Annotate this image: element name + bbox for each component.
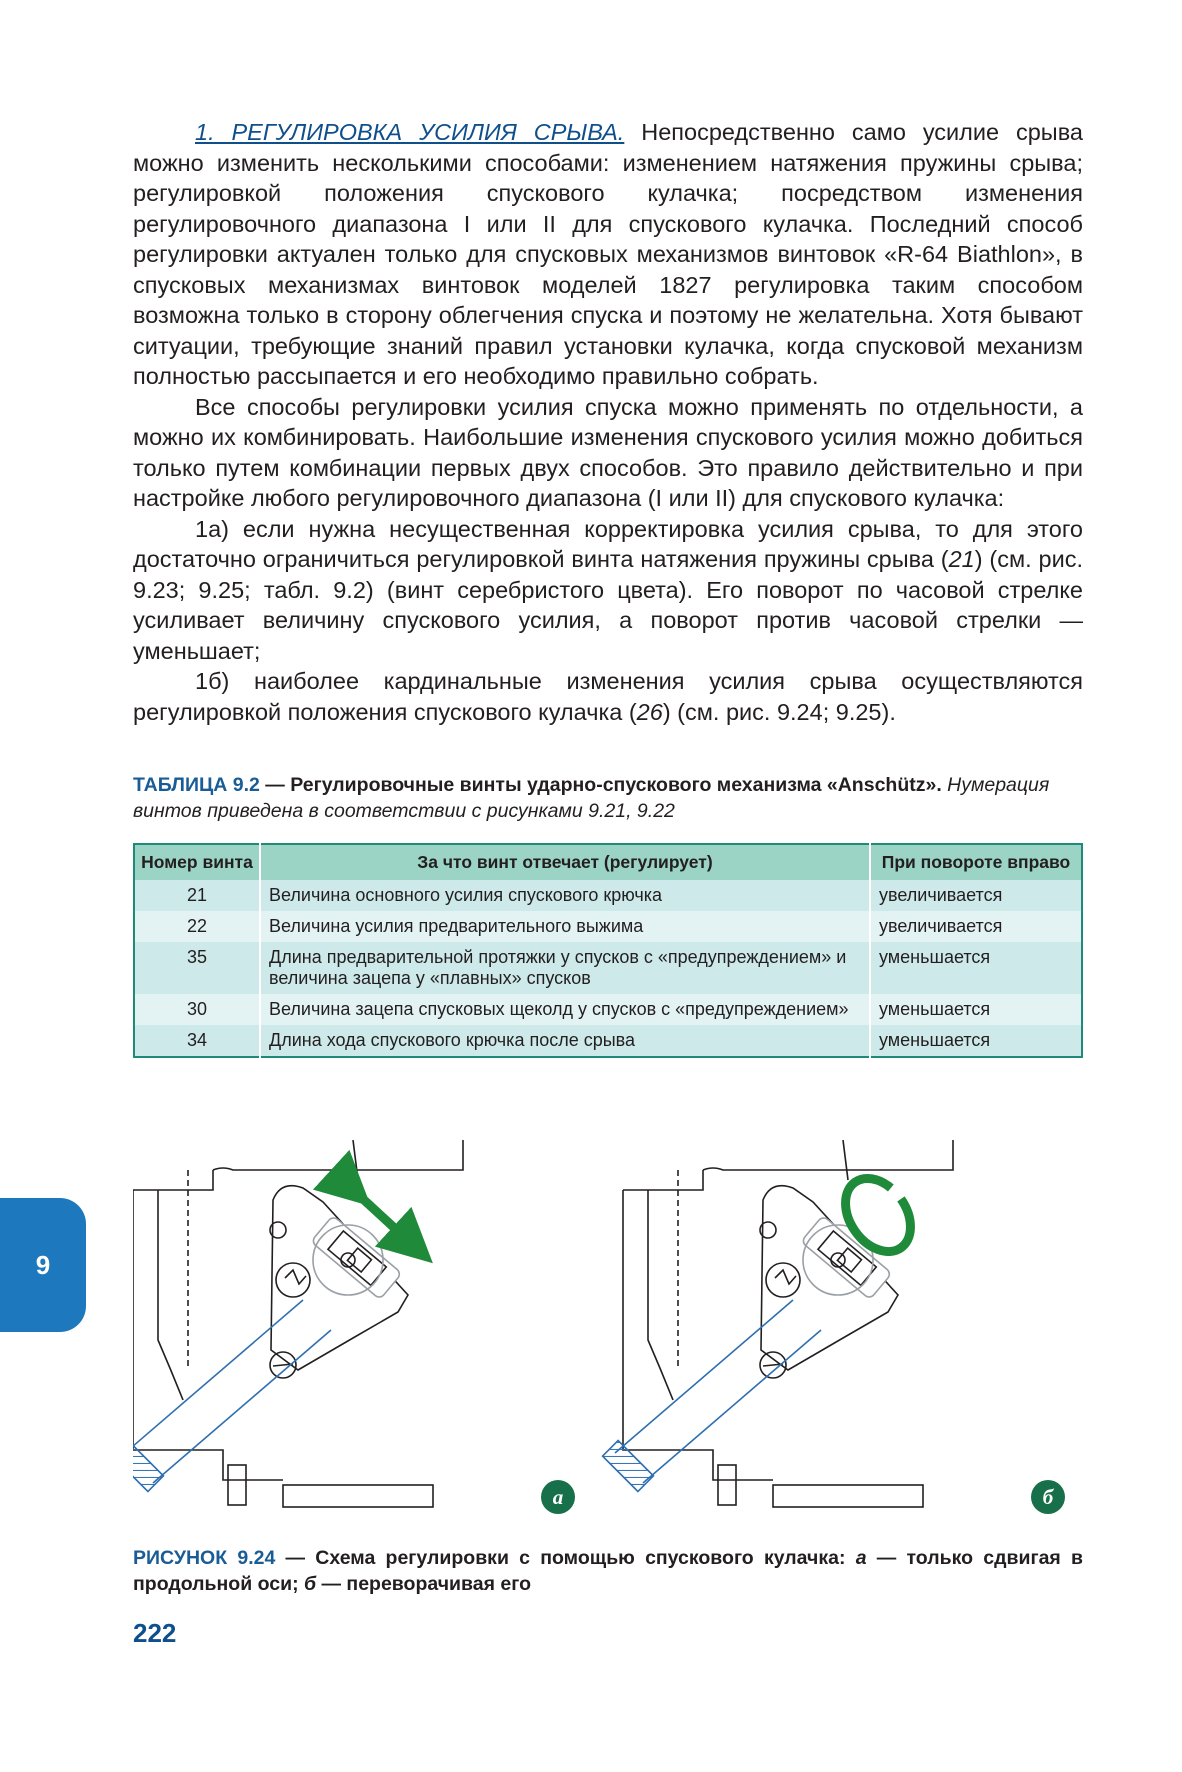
cell-result: увеличивается <box>870 911 1082 942</box>
table-row <box>134 1025 1082 1057</box>
figure-caption-text-3: — переворачивая его <box>316 1573 532 1595</box>
cell-result: уменьшается <box>870 994 1082 1025</box>
page-number: 222 <box>133 1618 177 1648</box>
table-caption-note: Нумерация винтов приведена в соответствии с рисунками 9.21, 9.22 <box>133 774 1050 822</box>
header-right-turn: При повороте вправо <box>870 844 1082 880</box>
cell-result: уменьшается <box>870 942 1082 994</box>
header-screw-number: Номер винта <box>134 844 260 880</box>
cell-result: увеличивается <box>870 880 1082 911</box>
table-row <box>134 880 1082 911</box>
table-row <box>134 994 1082 1025</box>
paragraph-3-text-b: ) (см. рис. 9.23; 9.25; табл. 9.2) (винт серебристого цвета). Его поворот по часовой стрелке усиливает величину спускового усилия, а поворот против часовой стрелки — уменьшает; <box>133 546 1083 664</box>
cell-number: 21 <box>134 880 260 911</box>
figure-caption-text-1: — Схема регулировки с помощью спускового кулачка: <box>275 1547 856 1569</box>
paragraph-1 <box>133 117 1083 392</box>
table-row <box>134 911 1082 942</box>
cell-result: уменьшается <box>870 1025 1082 1057</box>
table-caption-label: ТАБЛИЦА 9.2 <box>133 774 260 796</box>
figure-9-24 <box>133 1140 1083 1520</box>
figure-label-a: а <box>552 1485 564 1509</box>
table-header-row <box>134 844 1082 880</box>
screw-ref-21: 21 <box>948 546 975 572</box>
cell-number: 30 <box>134 994 260 1025</box>
paragraph-2: Все способы регулировки усилия спуска можно применять по отдельности, а можно их комбинировать. Наибольшие изменения спускового усилия можно добиться только путем комбинации первых двух способов. Это правило действительно и при настройке любого регулировочного диапазона (I или II) для спускового кулачка: <box>133 393 1083 511</box>
cell-number: 35 <box>134 942 260 994</box>
cell-number: 22 <box>134 911 260 942</box>
cell-function: Величина усилия предварительного выжима <box>260 911 870 942</box>
cell-function: Величина основного усилия спускового крючка <box>260 880 870 911</box>
table-caption <box>133 772 1083 824</box>
paragraph-1-text: Непосредственно само усилие срыва можно изменить несколькими способами: изменением натяжения пружины срыва; регулировкой положения спускового кулачка; посредством изменения регулировочного диапазона I или II для спускового кулачка. Последний способ регулировки актуален только для спусковых механизмов винтовок «R-64 Biathlon», в спусковых механизмах винтовок моделей 1827 регулировка таким способом возможна только в сторону облегчения спуска и поэтому не желательна. Хотя бывают ситуации, требующие знаний правил установки кулачка, когда спусковой механизм полностью рассыпается и его необходимо правильно собрать. <box>133 119 1083 389</box>
paragraph-4-text-a: 1б) наиболее кардинальные изменения усилия срыва осуществляются регулировкой положения спускового кулачка ( <box>133 668 1083 725</box>
diagram-panel-a <box>133 1140 575 1514</box>
figure-label-b: б <box>1042 1485 1054 1509</box>
chapter-tab <box>0 1198 86 1332</box>
figure-caption-label: РИСУНОК 9.24 <box>133 1547 276 1569</box>
figure-caption-b: б <box>304 1573 317 1595</box>
header-function: За что винт отвечает (регулирует) <box>260 844 870 880</box>
cell-number: 34 <box>134 1025 260 1057</box>
cam-ref-26: 26 <box>636 698 663 725</box>
chapter-tab-label: 9 <box>35 1249 51 1280</box>
cell-function: Величина зацепа спусковых щеколд у спусков с «предупреждением» <box>260 994 870 1025</box>
cell-function: Длина предварительной протяжки у спусков с «предупреждением» и величина зацепа у «плавных» спусков <box>260 942 870 994</box>
paragraph-4 <box>133 666 1083 727</box>
figure-caption-text-2: — только сдвигая в продольной оси; <box>133 1547 1084 1595</box>
paragraph-3-text-a: 1а) если нужна несущественная корректировка усилия срыва, то для этого достаточно ограничиться регулировкой винта натяжения пружины срыва ( <box>133 515 1083 572</box>
table-caption-title: Регулировочные винты ударно-спускового механизма «Anschütz». <box>290 774 942 796</box>
diagram-panel-b <box>603 1140 1065 1514</box>
paragraph-4-text-b: ) (см. рис. 9.24; 9.25). <box>662 698 896 725</box>
screws-table <box>133 843 1083 1058</box>
figure-caption <box>133 1545 1083 1597</box>
paragraph-3 <box>133 514 1083 667</box>
body-text <box>133 117 1083 727</box>
cell-function: Длина хода спускового крючка после срыва <box>260 1025 870 1057</box>
figure-caption-a: а <box>855 1547 867 1569</box>
table-caption-dash: — <box>259 774 291 796</box>
section-heading: 1. РЕГУЛИРОВКА УСИЛИЯ СРЫВА. <box>195 119 625 145</box>
table-row <box>134 942 1082 994</box>
